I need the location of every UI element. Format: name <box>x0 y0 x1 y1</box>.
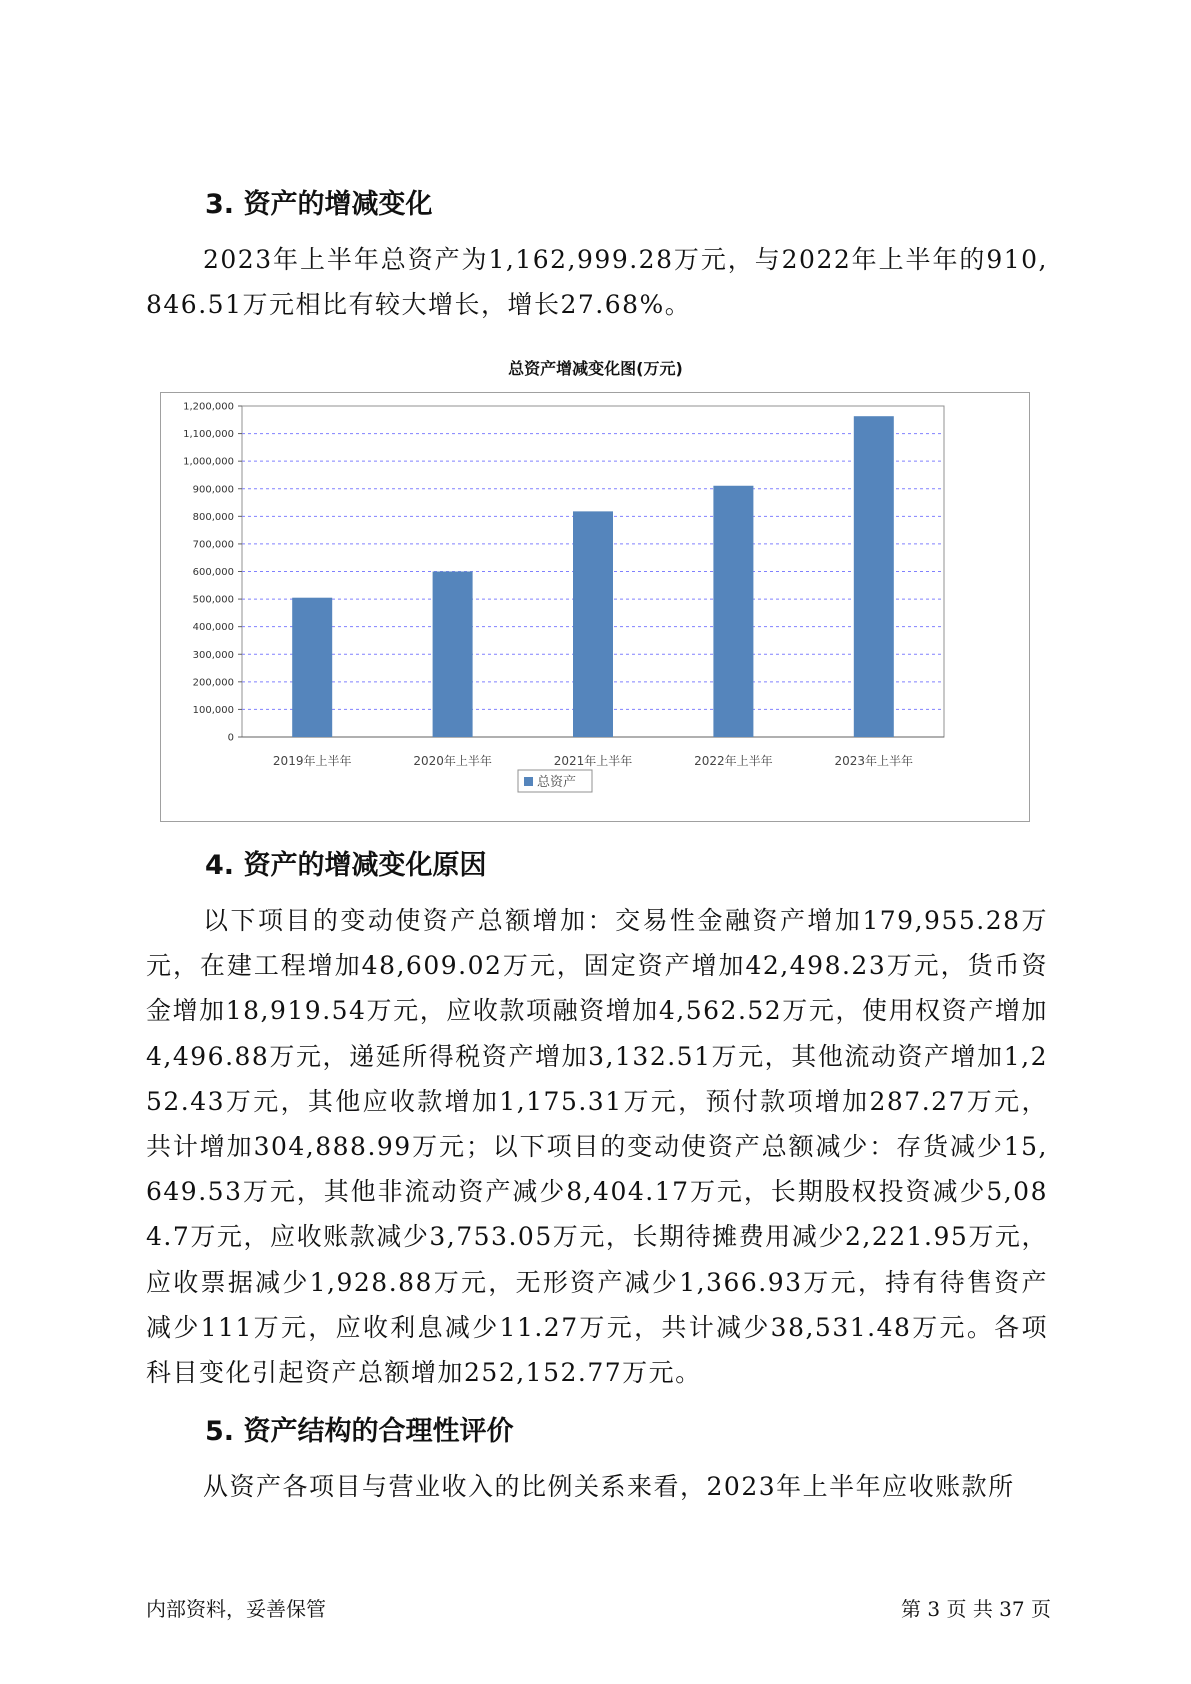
bar-1 <box>292 598 332 737</box>
y-tick-label: 300,000 <box>192 649 234 661</box>
y-tick-label: 0 <box>227 732 234 744</box>
y-tick-label: 100,000 <box>192 704 234 716</box>
x-tick-label: 2022年上半年 <box>694 754 773 768</box>
x-tick-label: 2020年上半年 <box>413 754 492 768</box>
chart-plot <box>160 392 1030 822</box>
y-tick-label: 1,000,000 <box>183 456 234 468</box>
legend-swatch <box>524 777 533 786</box>
section-3-heading: 3. 资产的增减变化 <box>205 189 433 220</box>
section-4-heading: 4. 资产的增减变化原因 <box>205 850 487 881</box>
y-tick-label: 1,200,000 <box>183 401 234 413</box>
y-tick-label: 900,000 <box>192 484 234 496</box>
x-tick-label: 2023年上半年 <box>834 754 914 768</box>
y-tick-label: 800,000 <box>192 511 234 523</box>
section-5-paragraph: 从资产各项目与营业收入的比例关系来看，2023年上半年应收账款所 <box>203 1472 1015 1501</box>
y-tick-label: 1,100,000 <box>183 429 234 441</box>
bar-5 <box>854 416 894 737</box>
bar-4 <box>713 486 753 737</box>
footer-page-number: 第 3 页 共 37 页 <box>901 1597 1051 1621</box>
section-5-heading: 5. 资产结构的合理性评价 <box>205 1416 514 1447</box>
x-tick-label: 2019年上半年 <box>272 754 352 768</box>
y-tick-label: 400,000 <box>192 622 234 634</box>
y-tick-label: 600,000 <box>192 567 234 578</box>
bar-2 <box>433 572 473 738</box>
section-4-paragraph: 以下项目的变动使资产总额增加：交易性金融资产增加179,955.28万元，在建工程增加48,609.02万元，固定资产增加42,498.23万元，货币资金增加18,919.54万元，应收款项融资增加4,562.52万元，使用权资产增加4,496.88万元，递延所得税资产增加3,132.51万元，其他流动资产增加1,252.43万元，其他应收款增加1,175.31万元，预付款项增加287.27万元，共计增加304,888.99万元；以下项目的变动使资产总额减少：存货减少15,649.53万元，其他非流动资产减少8,404.17万元，长期股权投资减少5,084.7万元，应收账款减少3,753.05万元，长期待摊费用减少2,221.95万元，应收票据减少1,928.88万元，无形资产减少1,366.93万元，持有待售资产减少111万元，应收利息减少11.27万元，共计减少38,531.48万元。各项科目变化引起资产总额增加252,152.77万元。 <box>146 906 1048 1388</box>
x-tick-label: 2021年上半年 <box>553 754 633 768</box>
bar-3 <box>573 511 613 737</box>
legend-label: 总资产 <box>537 775 577 790</box>
y-tick-label: 200,000 <box>192 677 234 689</box>
chart-title: 总资产增减变化图(万元) <box>508 359 683 378</box>
section-3-paragraph: 2023年上半年总资产为1,162,999.28万元，与2022年上半年的910,846.51万元相比有较大增长，增长27.68%。 <box>146 245 1048 320</box>
y-tick-label: 700,000 <box>192 539 234 551</box>
y-tick-label: 500,000 <box>192 594 234 606</box>
footer-confidential-note: 内部资料，妥善保管 <box>146 1597 326 1621</box>
